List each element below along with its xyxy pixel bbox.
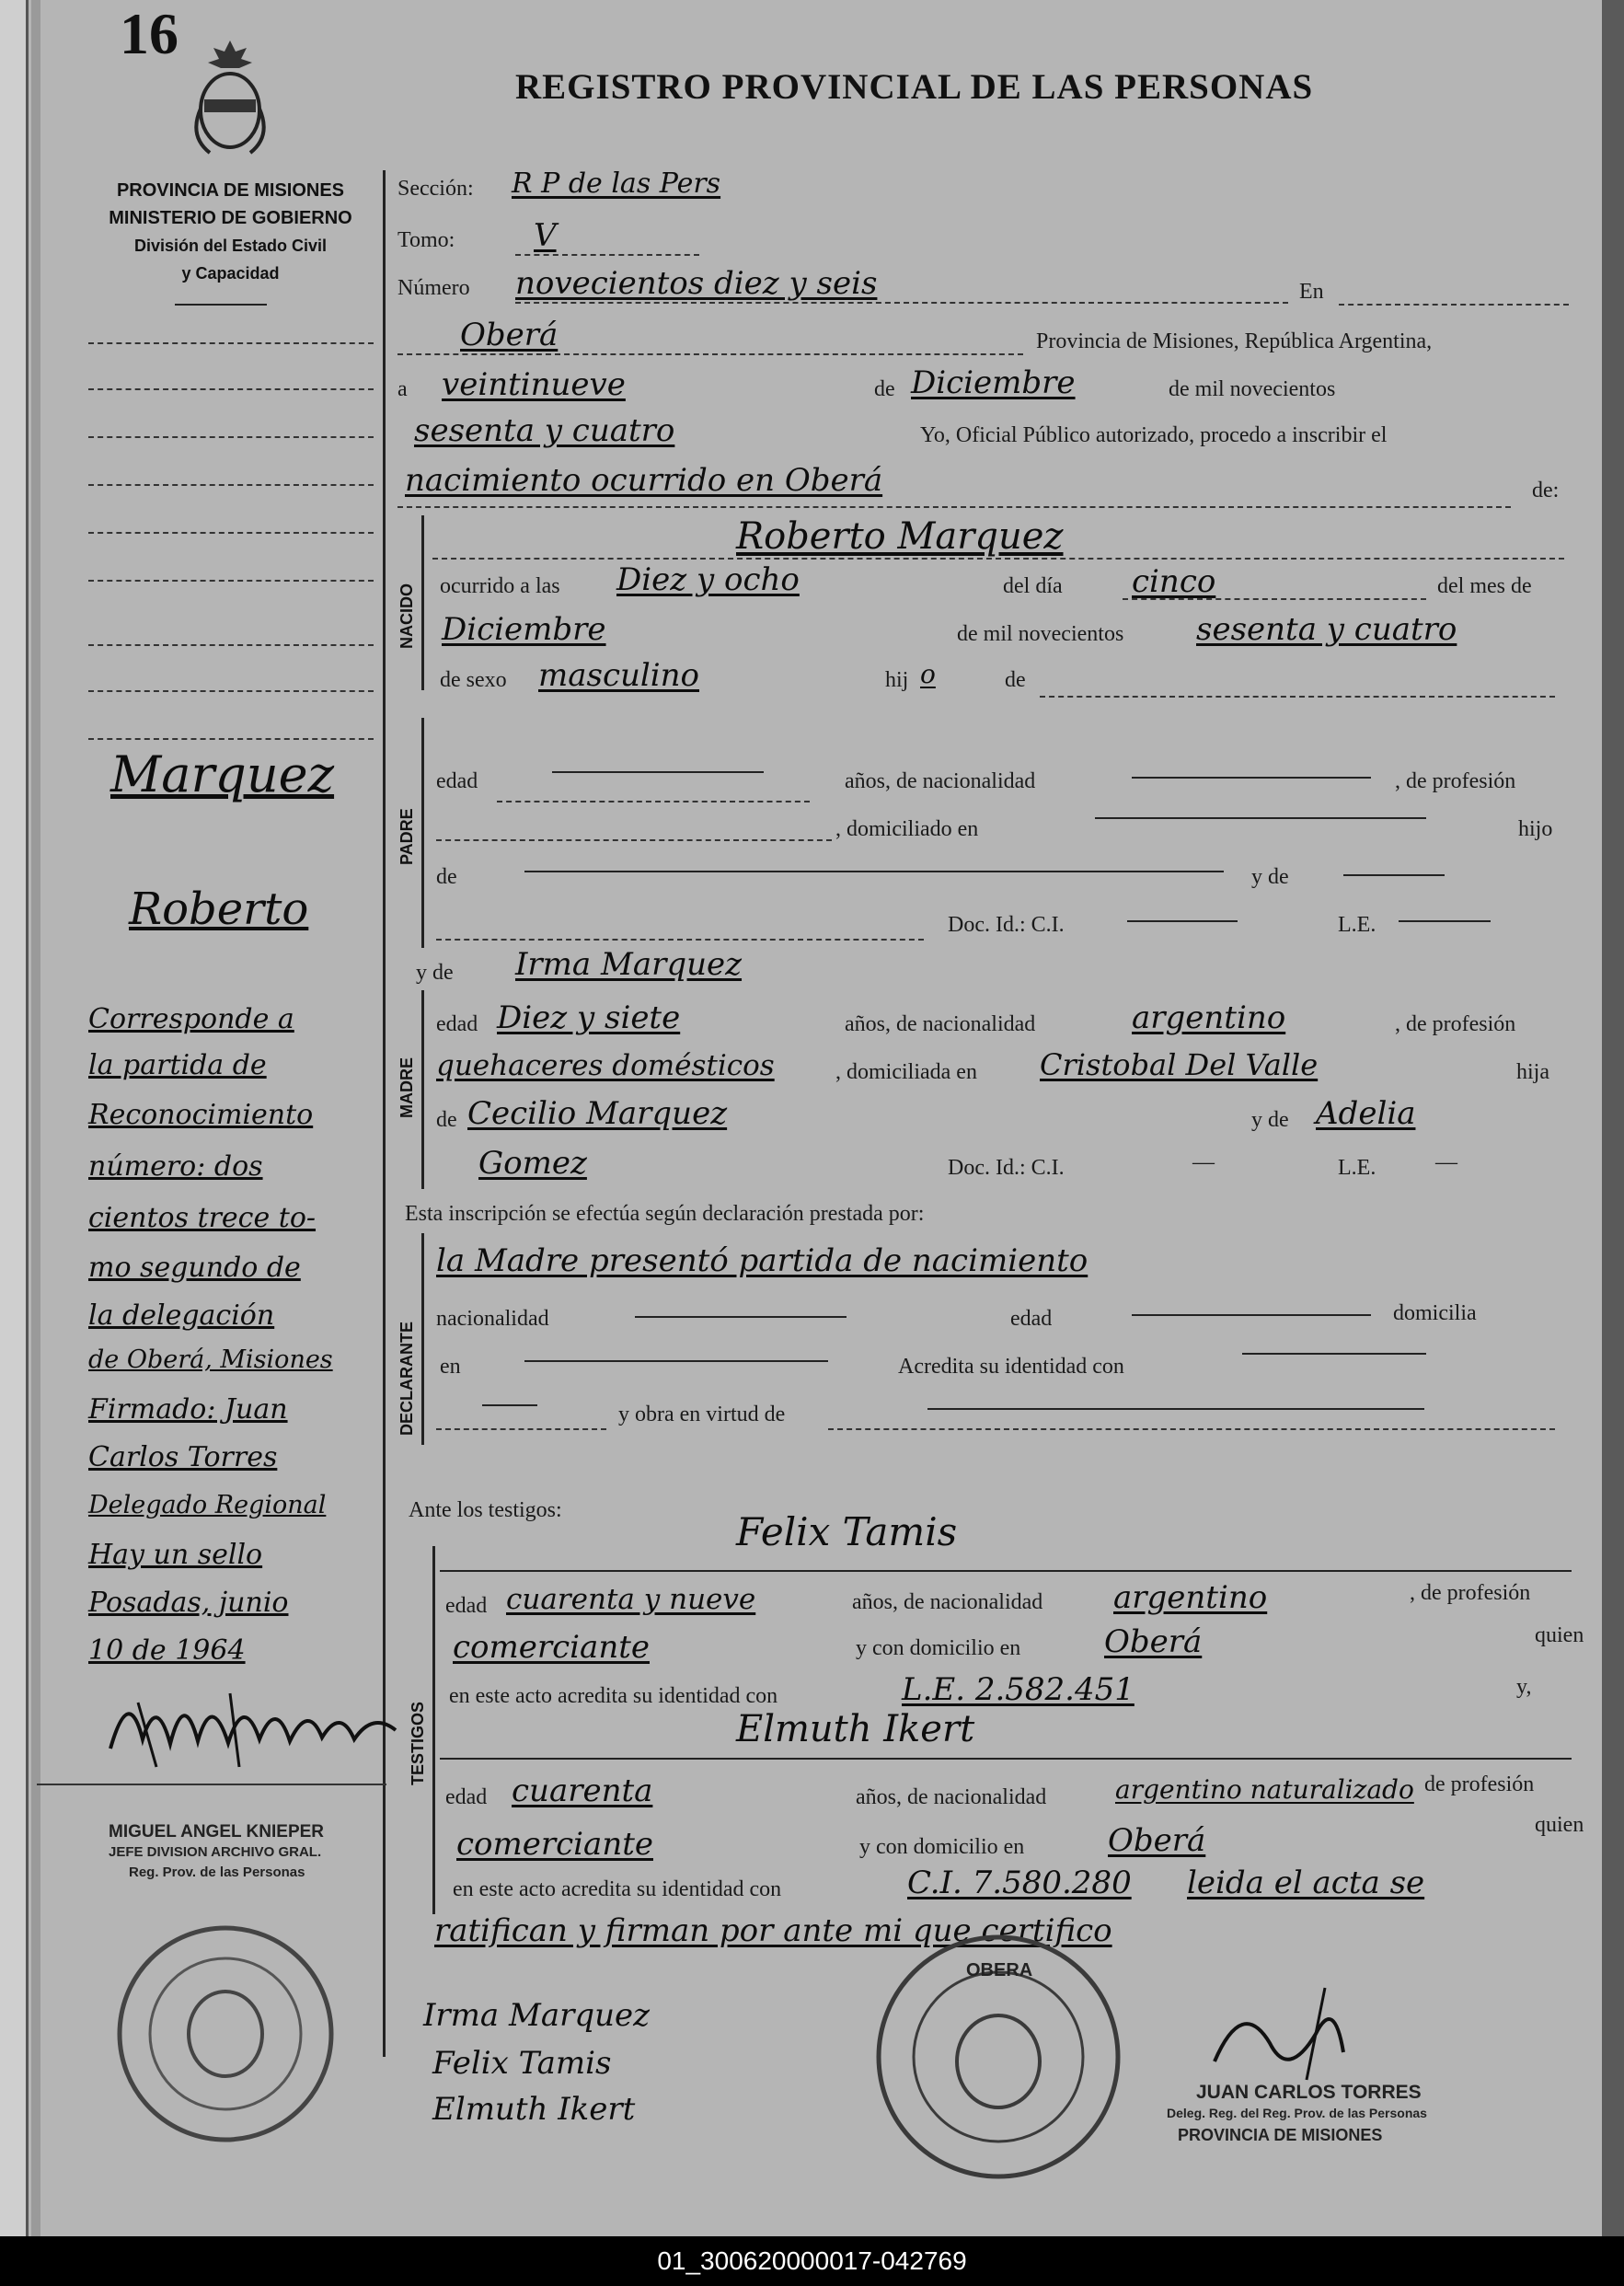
declarante-obra-label: y obra en virtud de: [618, 1403, 786, 1426]
testigo1-doc: L.E. 2.582.451: [902, 1671, 1134, 1708]
margin-note-line: Corresponde a: [88, 1003, 294, 1035]
nacido-dia: cinco: [1132, 563, 1216, 600]
testigos-side-label: TESTIGOS: [409, 1701, 427, 1785]
page-binding-shadow: [31, 0, 40, 2236]
margin-name: Roberto: [129, 883, 309, 935]
margin-line: [88, 342, 374, 344]
official-stamp-name: JUAN CARLOS TORRES: [1196, 2082, 1422, 2103]
oficial-label: Yo, Oficial Público autorizado, procedo a inscribir el: [920, 423, 1388, 447]
declarante-nac-line: [635, 1316, 847, 1318]
madre-side-label: MADRE: [397, 1057, 416, 1118]
signature-testigo1: Felix Tamis: [432, 2045, 612, 2082]
testigo2-quien-label: quien: [1535, 1813, 1584, 1837]
madre-doc-label: Doc. Id.: C.I.: [948, 1156, 1065, 1180]
padre-side-label: PADRE: [397, 808, 416, 865]
madre-y-de-label: y de: [416, 961, 454, 985]
madre-padre-nombre: Cecilio Marquez: [467, 1095, 728, 1132]
padre-le-label: L.E.: [1338, 913, 1376, 937]
testigo2-edad: cuarenta: [512, 1772, 653, 1809]
declarante-en-label: en: [440, 1355, 461, 1379]
tomo-label: Tomo:: [397, 228, 455, 252]
testigos-bracket: [432, 1546, 435, 1914]
declarante-en-line: [524, 1360, 828, 1362]
margin-note-line: 10 de 1964: [88, 1634, 246, 1667]
margin-note-line: número: dos: [88, 1150, 263, 1183]
nacido-side-label: NACIDO: [397, 583, 416, 649]
testigo2-acredita-label: en este acto acredita su identidad con: [453, 1877, 782, 1901]
declarante-nac-label: nacionalidad: [436, 1307, 549, 1331]
margin-line: [88, 388, 374, 390]
margin-line: [88, 580, 374, 582]
margin-line: [88, 484, 374, 486]
declarante-acredita-line: [1242, 1353, 1426, 1355]
padre-dom-line: [1095, 817, 1426, 819]
margin-note-line: Firmado: Juan: [88, 1393, 288, 1426]
declarante-domicilia-label: domicilia: [1393, 1301, 1477, 1325]
signature-madre: Irma Marquez: [423, 1997, 651, 2034]
chief-stamp-title: JEFE DIVISION ARCHIVO GRAL.: [109, 1844, 322, 1860]
seccion-value: R P de las Pers: [512, 167, 721, 200]
seccion-label: Sección:: [397, 177, 474, 201]
madre-de-label: de: [436, 1108, 457, 1132]
official-stamp-title: Deleg. Reg. del Reg. Prov. de las Personas: [1167, 2106, 1427, 2120]
padre-profesion-label: , de profesión: [1395, 769, 1516, 793]
sexo-label: de sexo: [440, 668, 507, 692]
madre-madre-nombre: Adelia: [1316, 1095, 1416, 1132]
fecha-anio: sesenta y cuatro: [414, 412, 675, 449]
coat-of-arms-icon: [184, 35, 276, 164]
madre-domiciliada-label: , domiciliada en: [835, 1060, 977, 1084]
padre-anios-label: años, de nacionalidad: [845, 769, 1036, 793]
margin-divider: [37, 1784, 386, 1785]
testigo1-nombre-line: [440, 1570, 1572, 1572]
hijo-label: hij: [885, 668, 909, 692]
declarante-dash: [436, 1428, 606, 1430]
registry-seal-left-icon: [110, 1919, 340, 2149]
margin-note-line: la delegación: [88, 1299, 275, 1332]
padre-le-line: [1399, 920, 1491, 922]
padre-y-de-label: y de: [1251, 865, 1289, 889]
margin-line: [88, 738, 374, 740]
testigo2-doc: C.I. 7.580.280: [907, 1865, 1132, 1901]
testigo1-nombre: Felix Tamis: [736, 1509, 958, 1554]
margin-note-line: cientos trece to-: [88, 1202, 317, 1234]
footer-code: 01_300620000017-042769: [0, 2236, 1624, 2286]
chief-stamp-name: MIGUEL ANGEL KNIEPER: [109, 1822, 325, 1842]
testigo2-domicilio-label: y con domicilio en: [859, 1835, 1025, 1859]
hijo-suffix: o: [920, 659, 936, 689]
madre-profesion: quehaceres domésticos: [436, 1049, 775, 1082]
testigo1-domicilio-label: y con domicilio en: [856, 1636, 1021, 1660]
del-mes-label: del mes de: [1437, 574, 1532, 598]
page-binding-edge: [0, 0, 29, 2236]
padre-ci-line: [1127, 920, 1238, 922]
declarante-acredita-label: Acredita su identidad con: [898, 1355, 1124, 1379]
ministry-line-4: y Capacidad: [181, 264, 280, 283]
testigo2-anios-label: años, de nacionalidad: [856, 1785, 1047, 1809]
margin-line: [88, 690, 374, 692]
madre-madre-apellido: Gomez: [478, 1145, 587, 1182]
fecha-dia: veintinueve: [442, 366, 626, 403]
padre-doc-dash: [436, 939, 924, 941]
padre-de-label: de: [436, 865, 457, 889]
nacido-mes: Diciembre: [442, 611, 606, 648]
nacido-mil-label: de mil novecientos: [957, 622, 1124, 646]
madre-profesion-label: , de profesión: [1395, 1012, 1516, 1036]
fecha-mes: Diciembre: [911, 364, 1076, 401]
madre-edad: Diez y siete: [497, 999, 681, 1036]
provincia-label: Provincia de Misiones, República Argentina,: [1036, 329, 1433, 353]
margin-note-line: Reconocimiento: [88, 1099, 314, 1131]
margin-line: [88, 644, 374, 646]
padre-edad-dash: [497, 801, 810, 802]
padre-y-de-line: [1343, 874, 1445, 876]
madre-le-value: —: [1435, 1150, 1457, 1174]
numero-label: Número: [397, 276, 470, 300]
lugar-line: [397, 353, 1023, 355]
madre-y-de2-label: y de: [1251, 1108, 1289, 1132]
margin-surname: Marquez: [110, 745, 335, 803]
padre-edad-label: edad: [436, 769, 478, 793]
ministry-block: [81, 177, 380, 287]
madre-ci-value: —: [1192, 1150, 1215, 1174]
margin-note-line: de Oberá, Misiones: [88, 1345, 333, 1374]
madre-edad-label: edad: [436, 1012, 478, 1036]
de-colon-label: de:: [1532, 479, 1560, 502]
testigo2-nombre-line: [440, 1758, 1572, 1760]
padre-prof-dash: [436, 839, 832, 841]
testigo1-anios-label: años, de nacionalidad: [852, 1590, 1043, 1614]
numero-value: novecientos diez y seis: [515, 265, 878, 302]
official-signature-icon: [1196, 1979, 1362, 2089]
testigo1-y-label: y,: [1516, 1675, 1532, 1699]
margin-line: [88, 436, 374, 438]
nacido-sexo: masculino: [538, 657, 700, 694]
madre-anios-label: años, de nacionalidad: [845, 1012, 1036, 1036]
madre-nacionalidad: argentino: [1132, 999, 1286, 1036]
seal-center-text: OBERA: [966, 1960, 1033, 1980]
ocurrido-label: ocurrido a las: [440, 574, 560, 598]
madre-bracket: [421, 990, 424, 1189]
lugar-value: Oberá: [460, 317, 559, 353]
padre-nac-line: [1132, 777, 1371, 779]
testigo1-dom: Oberá: [1104, 1623, 1203, 1660]
margin-note-line: mo segundo de: [88, 1252, 301, 1284]
cierre-texto: ratifican y firman por ante mi que certifico: [434, 1912, 1112, 1949]
ministry-underline: [175, 304, 267, 306]
declarante-obra-dash: [828, 1428, 1555, 1430]
nacido-nombre: Roberto Marquez: [736, 515, 1064, 558]
padre-doc-label: Doc. Id.: C.I.: [948, 913, 1065, 937]
mil-label: de mil novecientos: [1169, 377, 1336, 401]
ministry-line-3: División del Estado Civil: [133, 237, 328, 255]
declarante-bracket: [421, 1233, 424, 1445]
testigo1-prof: comerciante: [453, 1629, 650, 1666]
testigo1-profesion-label: , de profesión: [1410, 1581, 1531, 1605]
testigo2-prof: comerciante: [456, 1826, 653, 1863]
nacido-nombre-line: [432, 558, 1564, 560]
testigos-intro: Ante los testigos:: [409, 1498, 562, 1522]
declarante-edad-line: [1132, 1314, 1371, 1316]
margin-note-line: Posadas, junio: [88, 1587, 289, 1619]
a-label: a: [397, 377, 408, 401]
declarante-intro: Esta inscripción se efectúa según declaración prestada por:: [405, 1202, 925, 1226]
madre-hija-label: hija: [1516, 1060, 1549, 1084]
margin-signature-icon: [101, 1675, 414, 1776]
padre-de-line: [524, 871, 1224, 872]
signature-testigo2: Elmuth Ikert: [432, 2091, 636, 2128]
en-line: [1339, 304, 1569, 306]
nacido-dia-line: [1123, 598, 1426, 600]
nacimiento-value: nacimiento ocurrido en Oberá: [405, 462, 883, 499]
padre-edad-line: [552, 771, 764, 773]
chief-stamp-office: Reg. Prov. de las Personas: [129, 1865, 305, 1880]
testigo1-nac: argentino: [1113, 1579, 1268, 1616]
hijo-de-line: [1040, 696, 1555, 698]
de-label: de: [874, 377, 895, 401]
testigo2-nombre: Elmuth Ikert: [736, 1708, 975, 1750]
declarante-edad-label: edad: [1010, 1307, 1053, 1331]
nacido-hora: Diez y ocho: [616, 561, 800, 598]
ministry-line-1: PROVINCIA DE MISIONES: [116, 180, 345, 201]
nacido-anio: sesenta y cuatro: [1196, 611, 1457, 648]
padre-bracket: [421, 718, 424, 948]
testigo1-quien-label: quien: [1535, 1623, 1584, 1647]
hijo-de-label: de: [1005, 668, 1026, 692]
nacido-bracket: [421, 515, 424, 690]
margin-note-line: la partida de: [88, 1049, 267, 1081]
testigo2-nac: argentino naturalizado: [1115, 1774, 1414, 1805]
margin-note-line: Hay un sello: [88, 1539, 263, 1571]
testigo1-edad-label: edad: [445, 1594, 488, 1618]
declarante-obra-line: [927, 1408, 1424, 1410]
leida-texto: leida el acta se: [1187, 1865, 1425, 1901]
declarante-short-line: [482, 1404, 537, 1406]
madre-le-label: L.E.: [1338, 1156, 1376, 1180]
madre-nombre: Irma Marquez: [515, 946, 743, 983]
testigo1-acredita-label: en este acto acredita su identidad con: [449, 1684, 778, 1708]
margin-note-line: Carlos Torres: [88, 1441, 278, 1473]
del-dia-label: del día: [1003, 574, 1063, 598]
testigo2-profesion-label: de profesión: [1424, 1772, 1535, 1796]
declarante-side-label: DECLARANTE: [397, 1322, 416, 1436]
declarante-texto: la Madre presentó partida de nacimiento: [436, 1242, 1088, 1279]
margin-note-line: Delegado Regional: [88, 1491, 327, 1519]
document-title: REGISTRO PROVINCIAL DE LAS PERSONAS: [515, 67, 1314, 107]
ministry-line-2: MINISTERIO DE GOBIERNO: [109, 208, 352, 228]
padre-domiciliado-label: , domiciliado en: [835, 817, 979, 841]
tomo-line: [515, 254, 699, 256]
numero-line: [515, 302, 1288, 304]
official-stamp-province: PROVINCIA DE MISIONES: [1178, 2126, 1383, 2144]
tomo-value: V: [534, 217, 557, 254]
margin-line: [88, 532, 374, 534]
testigo1-edad: cuarenta y nueve: [506, 1583, 756, 1616]
testigo2-edad-label: edad: [445, 1785, 488, 1809]
madre-domicilio: Cristobal Del Valle: [1040, 1047, 1319, 1082]
page-number: 16: [120, 1, 179, 66]
testigo2-dom: Oberá: [1108, 1822, 1206, 1859]
padre-hijo-label: hijo: [1518, 817, 1553, 841]
nacimiento-line: [397, 506, 1511, 508]
page-right-edge: [1602, 0, 1624, 2236]
en-label: En: [1299, 280, 1324, 304]
